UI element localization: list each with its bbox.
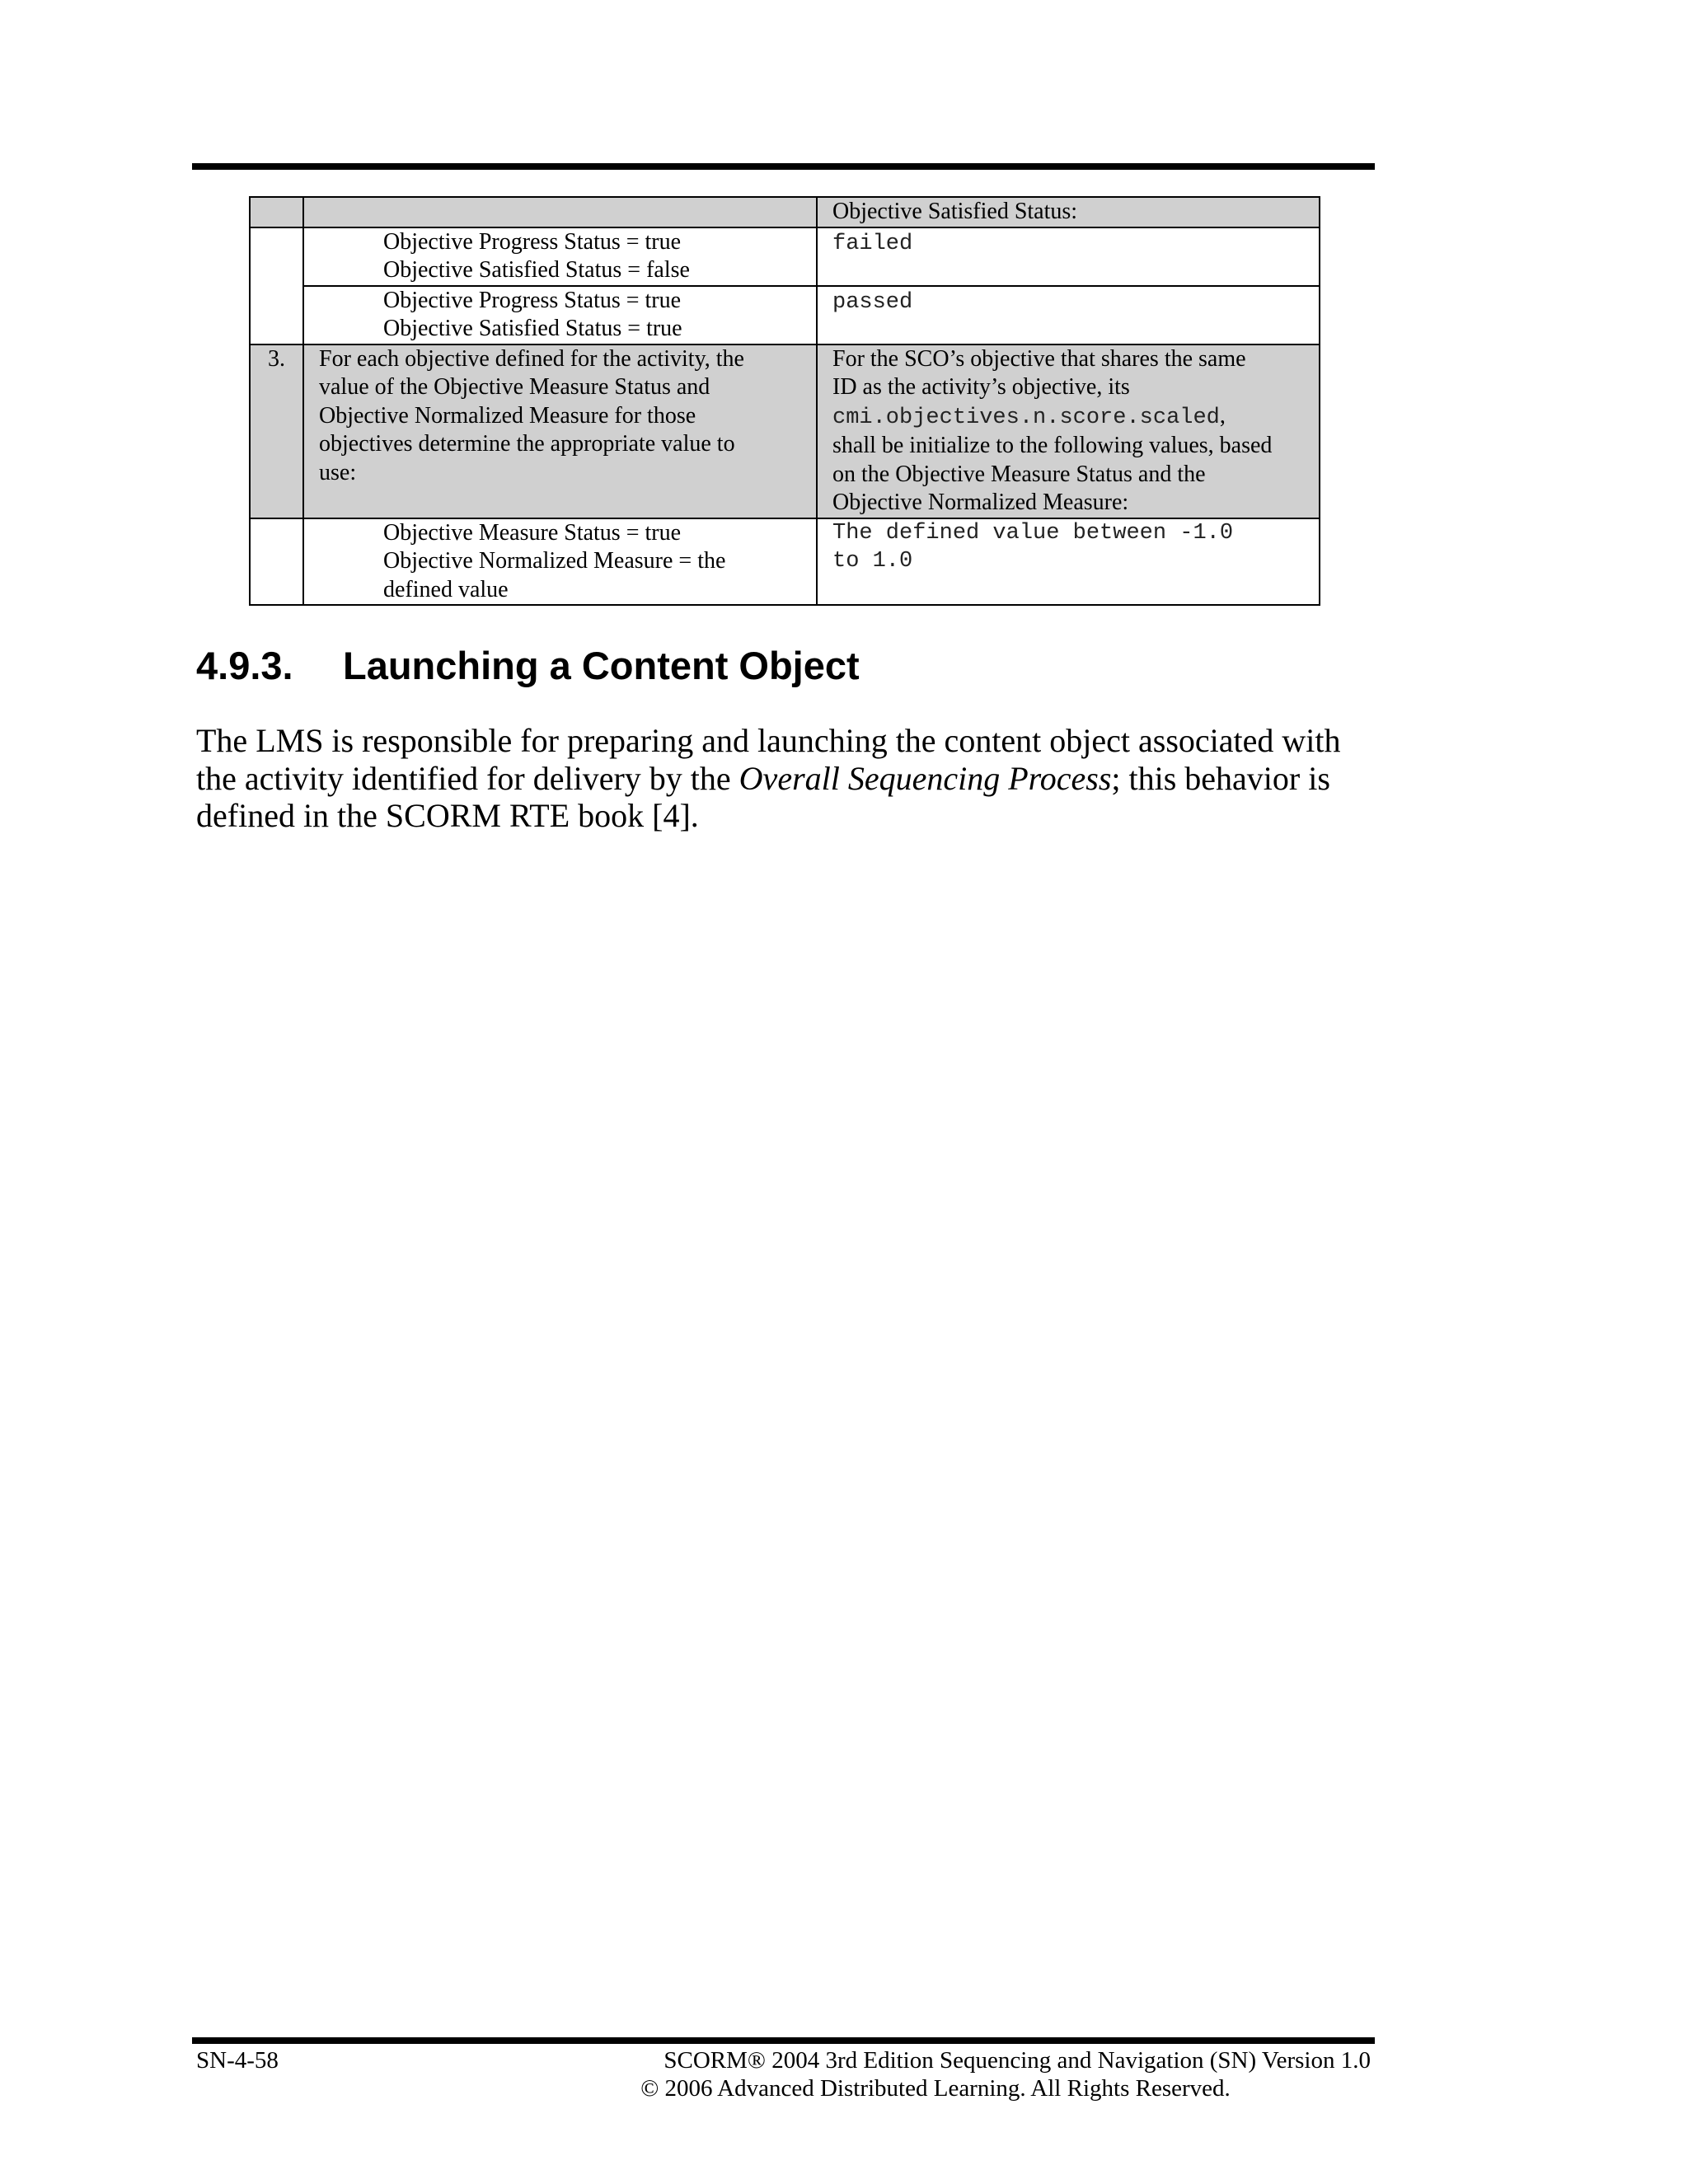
table-cell: Objective Measure Status = true Objective Normalized Measure = the defined value	[303, 518, 817, 606]
section-heading	[196, 643, 860, 688]
objective-mapping-table	[249, 196, 1320, 606]
step-number: 3.	[250, 344, 303, 518]
section-title: Launching a Content Object	[343, 644, 860, 687]
copyright-notice: © 2006 Advanced Distributed Learning. All Rights Reserved.	[640, 2075, 1231, 2102]
table-cell	[250, 227, 303, 344]
table-cell: Objective Progress Status = true Objective Satisfied Status = true	[303, 286, 817, 344]
table-cell: For each objective defined for the activity, the value of the Objective Measure Status and Objective Normalized Measure for those objectives determine the appropriate value to use:	[303, 344, 817, 518]
process-name: Overall Sequencing Process	[738, 759, 1112, 797]
table-cell	[817, 286, 1320, 344]
document-title: SCORM® 2004 3rd Edition Sequencing and Navigation (SN) Version 1.0	[663, 2047, 1371, 2074]
table-cell: Objective Progress Status = true Objective Satisfied Status = false	[303, 227, 817, 286]
body-paragraph: The LMS is responsible for preparing and launching the content object associated with the activity identified for delivery by the Overall Sequencing Process; this behavior is defined in the SCORM RTE book [4].	[196, 722, 1341, 834]
status-value: passed	[832, 289, 913, 315]
status-value: failed	[832, 231, 913, 256]
table-row	[250, 227, 1320, 286]
table-cell: For the SCO’s objective that shares the same ID as the activity’s objective, its cmi.objectives.n.score.scaled, shall be initialize to the following values, based on the Objective Measure Status and the Objective Normalized Measure:	[817, 344, 1320, 518]
table-header-row	[250, 197, 1320, 227]
code-identifier: cmi.objectives.n.score.scaled	[832, 405, 1220, 430]
table-cell	[817, 227, 1320, 286]
table-cell: Objective Satisfied Status:	[817, 197, 1320, 227]
table-cell	[303, 197, 817, 227]
page-number: SN-4-58	[196, 2047, 279, 2074]
table-cell	[250, 518, 303, 606]
header-rule	[192, 163, 1375, 170]
table-cell: The defined value between -1.0 to 1.0	[817, 518, 1320, 606]
table-row-step	[250, 344, 1320, 518]
footer-rule	[192, 2037, 1375, 2044]
table-row	[250, 286, 1320, 344]
section-number: 4.9.3.	[196, 644, 293, 687]
table-cell	[250, 197, 303, 227]
table-row	[250, 518, 1320, 606]
